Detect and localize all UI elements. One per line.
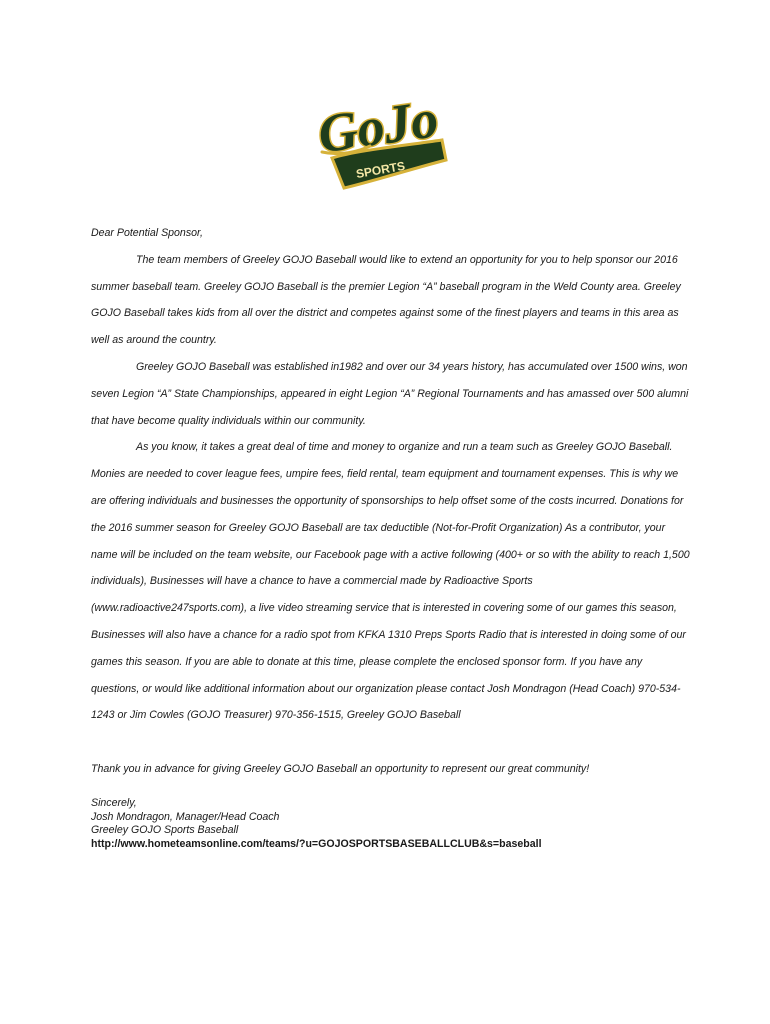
letter-greeting: Dear Potential Sponsor,	[91, 227, 203, 239]
closing-organization: Greeley GOJO Sports Baseball	[91, 824, 239, 837]
team-website-link[interactable]: http://www.hometeamsonline.com/teams/?u=GOJOSPORTSBASEBALLCLUB&s=baseball	[91, 837, 542, 850]
gojo-sports-logo	[310, 86, 452, 198]
letter-paragraph-sponsorship: As you know, it takes a great deal of time and money to organize and run a team such as Greeley GOJO Baseball. Monies are needed to cover league fees, umpire fees, field rental, team equipment and tournament expenses. This is why we are offering individuals and businesses the opportunity of sponsorships to help offset some of the costs incurred. Donations for the 2016 summer season for Greeley GOJO Baseball are tax deductible (Not-for-Profit Organization) As a contributor, your name will be included on the team website, our Facebook page with a active following (400+ or so with the ability to reach 1,500 individuals), Businesses will have a chance to have a commercial made by Radioactive Sports (www.radioactive247sports.com), a live video streaming service that is interested in covering some of our games this season, Businesses will also have a chance for a radio spot from KFKA 1310 Preps Sports Radio that is interested in doing some of our games this season. If you are able to donate at this time, please complete the enclosed sponsor form. If you have any questions, or would like additional information about our organization please contact Josh Mondragon (Head Coach) 970-534-1243 or Jim Cowles (GOJO Treasurer) 970-356-1515, Greeley GOJO Baseball	[91, 441, 690, 722]
gojo-sports-logo-graphic	[310, 86, 452, 198]
logo-sports-text: SPORTS	[354, 158, 407, 182]
letter-closing	[91, 797, 691, 851]
letter-thanks: Thank you in advance for giving Greeley GOJO Baseball an opportunity to represent our great community!	[91, 763, 590, 776]
sponsor-letter	[91, 220, 691, 851]
letter-paragraph-intro: The team members of Greeley GOJO Baseball would like to extend an opportunity for you to help sponsor our 2016 summer baseball team. Greeley GOJO Baseball is the premier Legion “A” baseball program in the Weld County area. Greeley GOJO Baseball takes kids from all over the district and competes against some of the finest players and teams in this area as well as around the country.	[91, 253, 681, 347]
logo-gojo-text: GoJo	[314, 88, 442, 165]
closing-name-title: Josh Mondragon, Manager/Head Coach	[91, 810, 280, 823]
letter-paragraph-history: Greeley GOJO Baseball was established in1982 and over our 34 years history, has accumulated over 1500 wins, won seven Legion “A” State Championships, appeared in eight Legion “A” Regional Tournaments and has amassed over 500 alumni that have become quality individuals within our community.	[91, 360, 689, 427]
closing-salutation: Sincerely,	[91, 796, 137, 809]
